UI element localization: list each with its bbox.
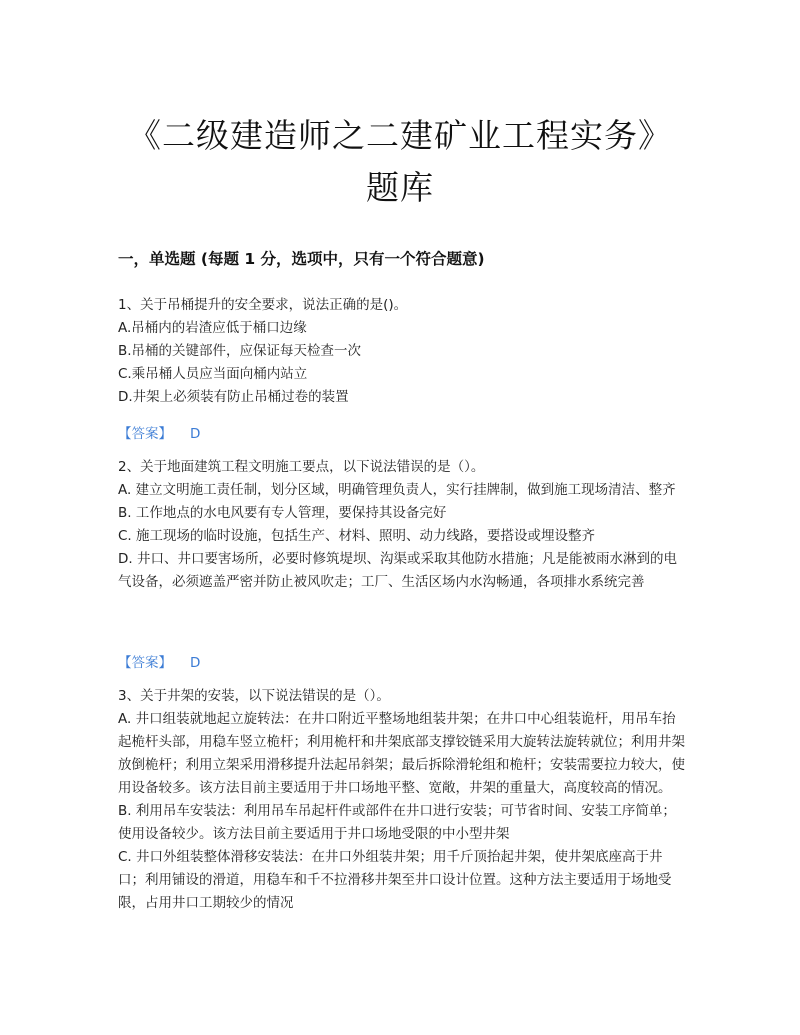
option-a: A. 建立文明施工责任制，划分区域，明确管理负责人，实行挂牌制，做到施工现场清洁、整齐 [118, 482, 676, 498]
option-b: B. 利用吊车安装法：利用吊车吊起杆件或部件在井口进行安装；可节省时间、安装工序简单；使用设备较少。该方法目前主要适用于井口场地受限的中小型井架 [118, 803, 676, 842]
answer-2 [118, 651, 200, 671]
question-stem: 2、关于地面建筑工程文明施工要点，以下说法错误的是（）。 [118, 459, 485, 475]
answer-value: D [190, 655, 201, 671]
answer-label: 【答案】 [118, 655, 172, 671]
question-3 [118, 685, 688, 915]
answer-label: 【答案】 [118, 426, 172, 442]
option-b: B. 工作地点的水电风要有专人管理，要保持其设备完好 [118, 505, 447, 521]
option-a: A.吊桶内的岩渣应低于桶口边缘 [118, 320, 307, 336]
document-title: 《二级建造师之二建矿业工程实务》 [128, 116, 672, 155]
answer-value: D [190, 426, 201, 442]
option-c: C.乘吊桶人员应当面向桶内站立 [118, 366, 308, 382]
option-b: B.吊桶的关键部件，应保证每天检查一次 [118, 343, 362, 359]
option-d: D. 井口、井口要害场所，必要时修筑堤坝、沟渠或采取其他防水措施；凡是能被雨水淋到的电气设备，必须遮盖严密并防止被风吹走；工厂、生活区场内水沟畅通，各项排水系统完善 [118, 551, 677, 590]
option-c: C. 井口外组装整体滑移安装法：在井口外组装井架；用千斤顶抬起井架，使井架底座高于井口；利用铺设的滑道，用稳车和千不拉滑移井架至井口设计位置。这种方法主要适用于场地受限，占用井口工期较少的情况 [118, 849, 672, 911]
question-1 [118, 294, 688, 409]
section-heading: 一，单选题 (每题 1 分，选项中，只有一个符合题意) [118, 250, 485, 268]
option-c: C. 施工现场的临时设施，包括生产、材料、照明、动力线路，要搭设或埋设整齐 [118, 528, 596, 544]
answer-1 [118, 422, 200, 442]
option-a: A. 井口组装就地起立旋转法：在井口附近平整场地组装井架；在井口中心组装诡杆，用吊车抬起桅杆头部，用稳车竖立桅杆；利用桅杆和井架底部支撑铰链采用大旋转法旋转就位；利用井架放倒桅杆；利用立架采用滑移提升法起吊斜架；最后拆除滑轮组和桅杆；安装需要拉力较大，使用设备较多。该方法目前主要适用于井口场地平整、宽敞，井架的重量大，高度较高的情况。 [118, 711, 685, 796]
question-stem: 1、关于吊桶提升的安全要求，说法正确的是()。 [118, 297, 408, 313]
question-2 [118, 456, 688, 594]
document-title-line2: 题库 [366, 168, 434, 207]
question-stem: 3、关于井架的安装，以下说法错误的是（）。 [118, 688, 390, 704]
option-d: D.井架上必须装有防止吊桶过卷的装置 [118, 389, 349, 405]
